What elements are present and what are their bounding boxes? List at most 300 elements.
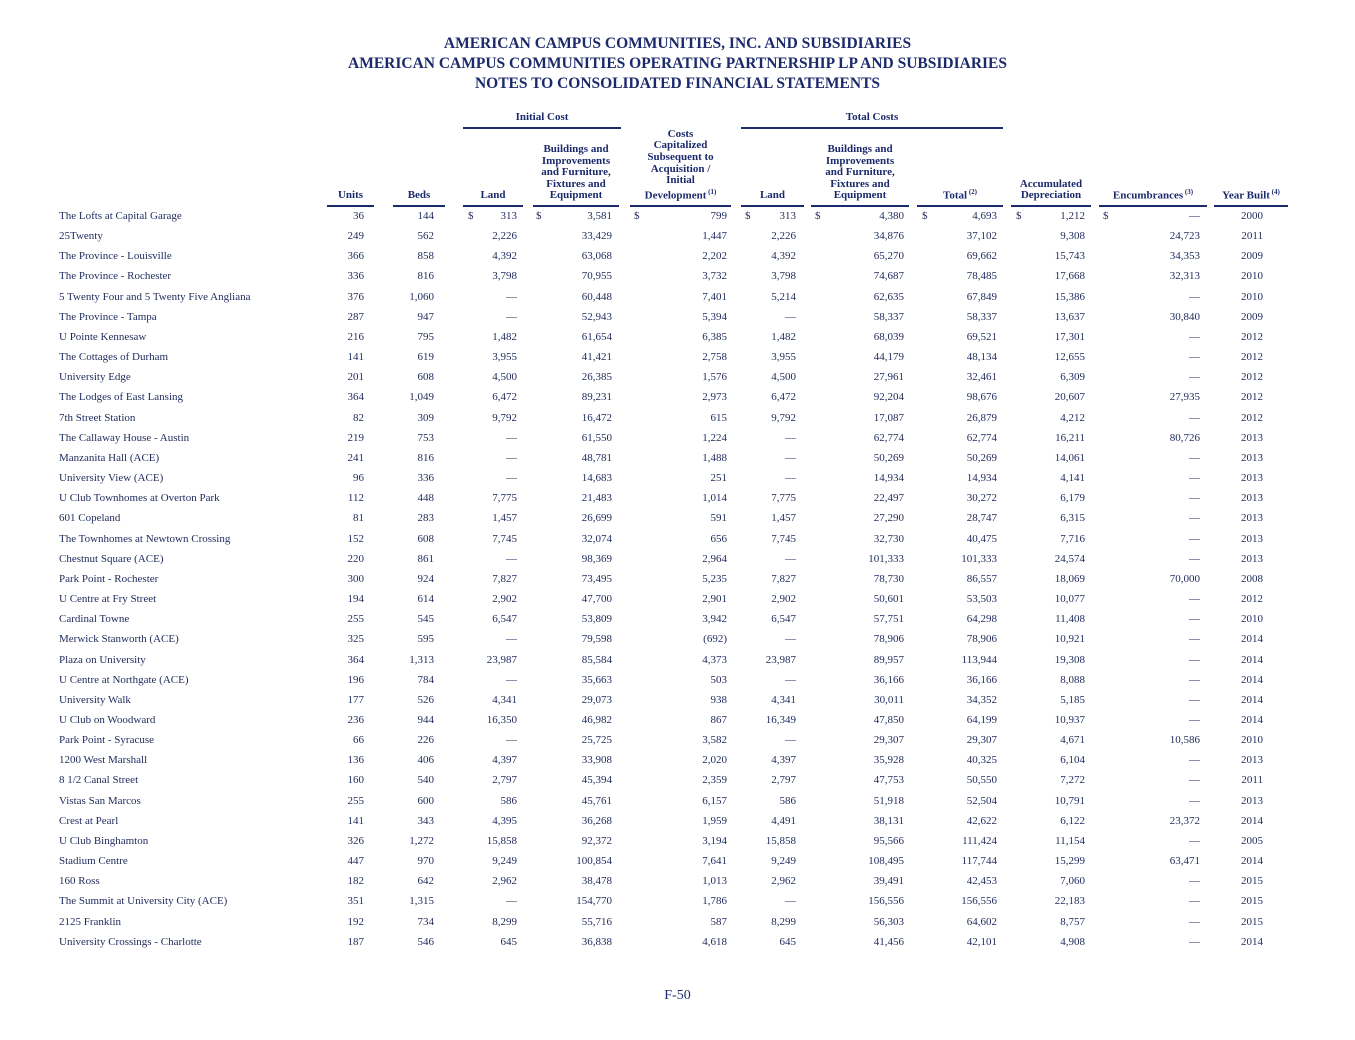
table-cell: 112 [347,492,364,505]
table-cell: 283 [417,512,434,525]
table-cell: 4,397 [771,754,796,767]
table-cell: 2,226 [492,230,517,243]
property-name: U Centre at Northgate (ACE) [59,673,189,686]
table-row [0,250,1355,270]
table-cell: 70,000 [1169,572,1200,585]
table-row [0,412,1355,432]
col-header-rule [630,205,731,207]
table-cell: 63,068 [581,250,612,263]
table-cell: 63,471 [1169,855,1200,868]
table-cell: 1,457 [771,512,796,525]
table-cell: 152 [347,532,364,545]
table-cell: 2,964 [702,552,727,565]
table-row [0,875,1355,895]
table-cell: 220 [347,552,364,565]
table-cell: 50,269 [966,451,997,464]
table-cell: 32,730 [873,532,904,545]
table-cell: 57,751 [873,613,904,626]
table-cell: 144 [417,210,434,222]
table-cell: 60,448 [581,290,612,303]
table-cell: 2010 [1241,613,1263,626]
table-cell: 47,700 [581,593,612,606]
table-cell: 82 [353,411,364,424]
table-cell: 364 [347,653,364,666]
table-cell: 236 [347,714,364,726]
property-name: 1200 West Marshall [59,754,148,767]
table-cell: 10,937 [1054,714,1085,726]
table-row [0,210,1355,230]
table-cell: 10,791 [1054,794,1085,807]
table-cell: 586 [779,794,796,807]
table-cell: — [1189,210,1200,222]
table-cell: 251 [710,472,727,485]
property-name: 8 1/2 Canal Street [59,774,139,787]
table-cell: 2,797 [771,774,796,787]
table-cell: 51,918 [873,794,904,807]
table-cell: 2,797 [492,774,517,787]
table-cell: 540 [417,774,434,787]
table-cell: 734 [417,915,434,928]
property-name: The Callaway House - Austin [59,431,190,444]
table-cell: 816 [417,451,434,464]
table-cell: 2013 [1241,492,1263,505]
table-cell: 33,429 [581,230,612,243]
col-header-total: Total $^{(2)}$ [943,187,977,202]
col-header-rule [327,205,374,207]
table-cell: 28,747 [966,512,997,525]
property-name: Merwick Stanworth (ACE) [59,633,179,646]
currency-symbol: $ [536,210,542,222]
table-cell: 7,745 [771,532,796,545]
property-name: Cardinal Towne [59,613,130,626]
table-cell: — [1189,714,1200,726]
table-cell: 325 [347,633,364,646]
table-cell: 10,077 [1054,593,1085,606]
table-cell: 78,906 [873,633,904,646]
table-cell: 61,550 [581,431,612,444]
table-cell: 2012 [1241,391,1263,404]
page-number: F-50 [664,988,691,1003]
table-cell: 503 [710,673,727,686]
table-cell: 95,566 [873,834,904,847]
table-cell: 2015 [1241,895,1263,908]
property-name: The Lodges of East Lansing [59,391,184,404]
table-cell: 366 [347,250,364,263]
table-cell: 600 [417,794,434,807]
table-row [0,613,1355,633]
table-cell: 52,504 [966,794,997,807]
table-cell: 795 [417,330,434,343]
table-cell: — [785,633,796,646]
table-cell: — [1189,290,1200,303]
table-cell: 4,341 [771,693,796,706]
table-cell: 4,141 [1060,472,1085,485]
table-row [0,331,1355,351]
table-cell: 4,671 [1060,734,1085,747]
table-cell: 37,102 [966,230,997,243]
table-row [0,916,1355,936]
table-cell: 182 [347,875,364,888]
table-cell: 85,584 [581,653,612,666]
table-cell: 1,576 [702,371,727,384]
property-name: University Walk [59,693,131,706]
table-cell: 62,774 [966,431,997,444]
table-cell: 160 [347,774,364,787]
table-cell: 595 [417,633,434,646]
property-name: 5 Twenty Four and 5 Twenty Five Angliana [59,290,251,303]
table-cell: 11,154 [1055,834,1085,847]
table-cell: 6,122 [1060,814,1085,827]
table-cell: 2010 [1241,270,1263,283]
table-cell: 44,179 [873,351,904,364]
table-cell: — [1189,613,1200,626]
property-name: The Province - Rochester [59,270,172,283]
property-name: Plaza on University [59,653,146,666]
table-cell: 2,962 [492,875,517,888]
table-cell: — [1189,532,1200,545]
table-cell: 38,131 [873,814,904,827]
col-header-rule [393,205,445,207]
table-cell: 2012 [1241,330,1263,343]
table-cell: 6,472 [771,391,796,404]
table-row [0,654,1355,674]
table-row [0,855,1355,875]
table-cell: 9,792 [771,411,796,424]
col-header-land-total: Land [759,189,786,202]
table-cell: 2014 [1241,814,1263,827]
table-cell: 938 [710,693,727,706]
table-cell: 56,303 [873,915,904,928]
table-cell: 2011 [1241,774,1263,787]
table-row [0,835,1355,855]
table-cell: 21,483 [581,492,612,505]
table-cell: 241 [347,451,364,464]
table-cell: 52,943 [581,310,612,323]
currency-symbol: $ [634,210,640,222]
table-cell: 27,935 [1169,391,1200,404]
table-cell: 2013 [1241,552,1263,565]
table-cell: 3,955 [492,351,517,364]
table-cell: 45,394 [581,774,612,787]
table-cell: 858 [417,250,434,263]
table-cell: — [785,451,796,464]
table-cell: — [1189,330,1200,343]
table-cell: 226 [417,734,434,747]
table-cell: 2014 [1241,633,1263,646]
group-total-costs: Total Costs [845,111,899,123]
table-cell: 24,723 [1169,230,1200,243]
table-cell: 2013 [1241,512,1263,525]
table-cell: 96 [353,472,364,485]
property-name: The Cottages of Durham [59,351,169,364]
table-cell: 249 [347,230,364,243]
table-cell: 2,020 [702,754,727,767]
table-cell: 187 [347,935,364,948]
table-cell: 141 [347,814,364,827]
table-cell: 38,478 [581,875,612,888]
table-cell: 68,039 [873,330,904,343]
table-row [0,512,1355,532]
table-cell: 336 [417,472,434,485]
table-cell: 194 [347,593,364,606]
col-header-costs-capitalized: Costs Capitalized Subsequent to Acquisition / Initial Development $^{(1)}$ [644,127,717,202]
table-row [0,371,1355,391]
table-cell: 80,726 [1169,431,1200,444]
table-row [0,311,1355,331]
table-cell: 100,854 [576,855,612,868]
table-cell: 1,457 [492,512,517,525]
table-cell: 73,495 [581,572,612,585]
table-cell: 36,166 [966,673,997,686]
table-cell: 947 [417,310,434,323]
table-row [0,714,1355,734]
property-name: Park Point - Rochester [59,572,159,585]
table-cell: 62,635 [873,290,904,303]
table-cell: 66 [353,734,364,747]
table-cell: 50,550 [966,774,997,787]
table-row [0,936,1355,956]
currency-symbol: $ [922,210,928,222]
title-line-1: AMERICAN CAMPUS COMMUNITIES, INC. AND SUBSIDIARIES [443,35,912,52]
table-cell: — [506,552,517,565]
table-cell: 5,394 [702,310,727,323]
table-cell: 642 [417,875,434,888]
table-cell: 619 [417,351,434,364]
table-cell: 608 [417,371,434,384]
table-cell: 42,101 [966,935,997,948]
table-cell: 50,269 [873,451,904,464]
table-cell: 26,879 [966,411,997,424]
table-cell: 4,618 [702,935,727,948]
table-cell: 2010 [1241,734,1263,747]
table-cell: 1,224 [702,431,727,444]
table-cell: 5,185 [1060,693,1085,706]
table-cell: — [785,310,796,323]
table-cell: 9,249 [771,855,796,868]
table-cell: — [506,472,517,485]
property-name: 601 Copeland [59,512,121,525]
table-cell: 65,270 [873,250,904,263]
table-cell: 1,488 [702,451,727,464]
table-cell: 4,397 [492,754,517,767]
currency-symbol: $ [1103,210,1109,222]
table-cell: 41,456 [873,935,904,948]
table-cell: 2013 [1241,472,1263,485]
property-name: The Province - Louisville [59,250,172,263]
table-cell: — [785,431,796,444]
table-cell: 62,774 [873,431,904,444]
group-initial-cost-rule [463,127,621,129]
table-cell: 3,194 [702,834,727,847]
table-cell: 39,491 [873,875,904,888]
table-cell: — [1189,834,1200,847]
table-cell: — [785,895,796,908]
table-cell: — [506,451,517,464]
table-row [0,553,1355,573]
table-cell: 79,598 [581,633,612,646]
table-cell: 29,307 [966,734,997,747]
table-cell: 1,482 [492,330,517,343]
table-cell: 74,687 [873,270,904,283]
table-cell: 1,313 [409,653,434,666]
table-row [0,351,1355,371]
table-cell: 64,199 [966,714,997,726]
table-cell: 615 [710,411,727,424]
table-cell: 136 [347,754,364,767]
table-cell: 15,858 [765,834,796,847]
table-cell: 15,858 [486,834,517,847]
table-row [0,270,1355,290]
table-cell: 17,087 [873,411,904,424]
table-cell: 1,212 [1060,210,1085,222]
table-cell: — [506,734,517,747]
col-header-year-built: Year Built $^{(4)}$ [1222,187,1280,202]
table-cell: 35,663 [581,673,612,686]
table-row [0,674,1355,694]
table-cell: 287 [347,310,364,323]
table-cell: — [1189,593,1200,606]
property-name: U Club Townhomes at Overton Park [59,492,220,505]
table-cell: 8,299 [771,915,796,928]
table-cell: 78,485 [966,270,997,283]
table-cell: 16,472 [581,411,612,424]
col-header-accum-dep: Accumulated Depreciation [1019,177,1083,202]
table-cell: 89,957 [873,653,904,666]
property-name: Crest at Pearl [59,814,119,827]
table-cell: 2013 [1241,754,1263,767]
table-cell: — [506,310,517,323]
table-cell: 8,088 [1060,673,1085,686]
col-header-beds: Beds [407,189,431,202]
table-cell: 1,482 [771,330,796,343]
table-cell: — [785,673,796,686]
table-cell: (692) [703,633,727,646]
table-cell: 2014 [1241,714,1263,726]
table-cell: 944 [417,714,434,726]
table-row [0,895,1355,915]
group-initial-cost: Initial Cost [515,111,569,123]
table-cell: 16,349 [765,714,796,726]
title-line-3: NOTES TO CONSOLIDATED FINANCIAL STATEMENTS [474,75,881,92]
table-cell: 33,908 [581,754,612,767]
table-cell: 32,074 [581,532,612,545]
table-cell: — [1189,875,1200,888]
table-cell: 11,408 [1055,613,1085,626]
table-cell: — [506,290,517,303]
table-cell: 2005 [1241,834,1263,847]
table-cell: 61,654 [581,330,612,343]
table-cell: 36,166 [873,673,904,686]
table-cell: 447 [347,855,364,868]
table-cell: 201 [347,371,364,384]
table-row [0,774,1355,794]
table-cell: 8,757 [1060,915,1085,928]
table-cell: 2012 [1241,593,1263,606]
table-cell: 2015 [1241,875,1263,888]
table-cell: 36 [353,210,364,222]
table-row [0,734,1355,754]
table-row [0,694,1355,714]
property-name: U Club Binghamton [59,834,149,847]
currency-symbol: $ [468,210,474,222]
table-cell: 46,982 [581,714,612,726]
table-row [0,573,1355,593]
property-name: U Club on Woodward [59,714,156,726]
table-cell: 6,472 [492,391,517,404]
table-cell: 7,827 [771,572,796,585]
table-cell: — [1189,351,1200,364]
table-cell: 336 [347,270,364,283]
table-cell: 98,676 [966,391,997,404]
table-cell: 27,290 [873,512,904,525]
property-name: Manzanita Hall (ACE) [59,451,160,464]
table-cell: 117,744 [961,855,997,868]
table-cell: 17,668 [1054,270,1085,283]
property-name: University Crossings - Charlotte [59,935,202,948]
table-cell: 45,761 [581,794,612,807]
table-cell: 645 [500,935,517,948]
table-cell: 36,268 [581,814,612,827]
table-cell: 41,421 [581,351,612,364]
table-cell: 34,876 [873,230,904,243]
table-cell: 1,959 [702,814,727,827]
table-cell: 219 [347,431,364,444]
table-cell: 3,942 [702,613,727,626]
table-cell: 156,556 [868,895,904,908]
table-cell: 4,491 [771,814,796,827]
table-cell: 4,500 [492,371,517,384]
table-cell: 2013 [1241,451,1263,464]
table-cell: 587 [710,915,727,928]
table-cell: 20,607 [1054,391,1085,404]
table-cell: 40,325 [966,754,997,767]
table-row [0,452,1355,472]
table-cell: 16,211 [1055,431,1085,444]
col-header-rule [917,205,1003,207]
group-total-costs-rule [741,127,1003,129]
table-cell: 34,352 [966,693,997,706]
table-cell: 40,475 [966,532,997,545]
table-cell: 53,503 [966,593,997,606]
table-cell: 5,235 [702,572,727,585]
property-name: The Summit at University City (ACE) [59,895,228,908]
table-cell: 10,586 [1169,734,1200,747]
table-cell: 3,732 [702,270,727,283]
table-cell: 42,622 [966,814,997,827]
table-cell: 35,928 [873,754,904,767]
col-header-rule [463,205,523,207]
table-cell: 81 [353,512,364,525]
table-cell: 111,424 [962,834,997,847]
table-cell: 2009 [1241,250,1263,263]
table-cell: 18,069 [1054,572,1085,585]
table-cell: 154,770 [576,895,612,908]
table-cell: 309 [417,411,434,424]
table-cell: 784 [417,673,434,686]
col-header-land: Land [480,189,506,202]
table-cell: 6,385 [702,330,727,343]
col-header-rule [1214,205,1288,207]
table-cell: 6,309 [1060,371,1085,384]
table-cell: 15,299 [1054,855,1085,868]
table-cell: 2008 [1241,572,1263,585]
property-name: University Edge [59,371,131,384]
table-cell: 2013 [1241,532,1263,545]
table-cell: 64,298 [966,613,997,626]
table-cell: 2014 [1241,673,1263,686]
table-cell: 10,921 [1054,633,1085,646]
title-line-2: AMERICAN CAMPUS COMMUNITIES OPERATING PARTNERSHIP LP AND SUBSIDIARIES [348,55,1007,72]
